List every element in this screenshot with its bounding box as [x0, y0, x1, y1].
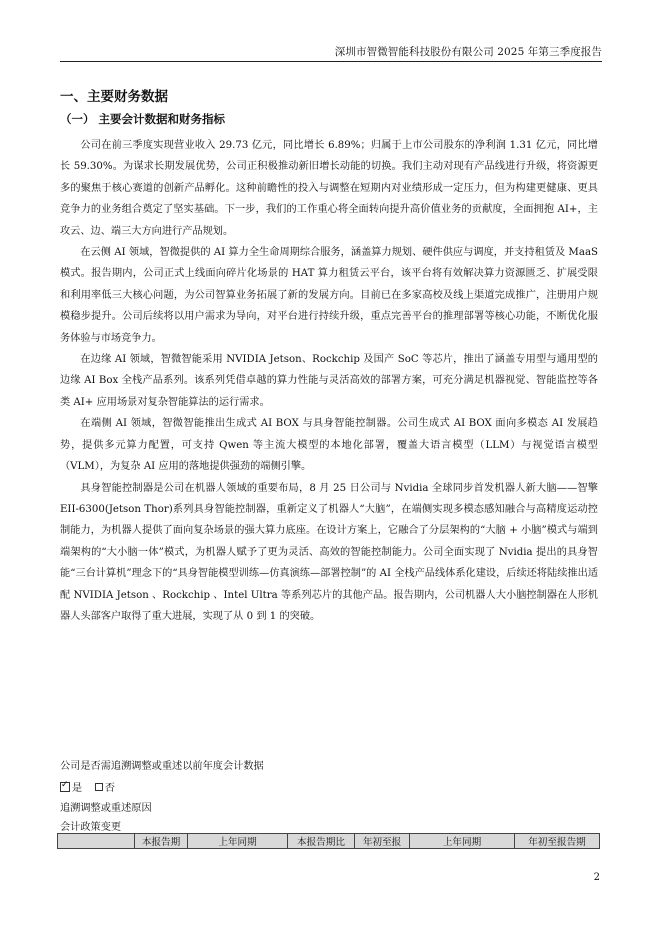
- table-header-cell: 上年同期: [188, 834, 288, 849]
- no-label: 否: [104, 783, 115, 794]
- restatement-options: [60, 779, 115, 794]
- table-header-cell: 上年同期: [410, 834, 515, 849]
- paragraph-cloud-ai: 在云侧 AI 领域，智微提供的 AI 算力全生命周期综合服务，涵盖算力规划、硬件供应与调度，并支持租赁及 MaaS 模式。报告期内，公司正式上线面向碎片化场景的 HAT 算力租赁云平台，该平台将有效解决算力资源匮乏、扩展受限和利用率低三大核心问题，为公司智算业务拓展了新的发展方向。目前已在多家高校及线上渠道完成推广，注册用户规模稳步提升。公司后续将以用户需求为导向，对平台进行持续升级，重点完善平台的推理部署等核心功能，不断优化服务体验与市场竞争力。: [60, 247, 598, 344]
- table-header-cell: 本报告期: [135, 834, 188, 849]
- financial-data-table: [57, 833, 600, 849]
- paragraph-summary: 公司在前三季度实现营业收入 29.73 亿元，同比增长 6.89%；归属于上市公司股东的净利润 1.31 亿元，同比增长 59.30%。为谋求长期发展优势，公司正积极推动新旧增长动能的切换。我们主动对现有产品线进行升级，将资源更多的聚焦于核心赛道的创新产品孵化。这种前瞻性的投入与调整在短期内对业绩形成一定压力，但为构建更健康、更具竞争力的业务组合奠定了坚实基础。下一步，我们的工作重心将全面转向提升高价值业务的贡献度，全面拥抱 AI+，主攻云、边、端三大方向进行产品规划。: [60, 140, 598, 237]
- table-header-cell: 本报告期比: [288, 834, 355, 849]
- section-title: 一、主要财务数据: [60, 89, 168, 105]
- table-header-cell: 年初至报告期: [515, 834, 600, 849]
- page-number: 2: [593, 872, 600, 883]
- no-checkbox-icon[interactable]: [95, 783, 103, 791]
- yes-checkbox-icon[interactable]: [60, 782, 70, 792]
- paragraph-embodied-ai: 具身智能控制器是公司在机器人领域的重要布局，8 月 25 日公司与 Nvidia 全球同步首发机器人新大脑——智擎 EII-6300(Jetson Thor)系列具身智能控制器，重新定义了机器人“大脑”，在端侧实现多模态感知融合与高精度运动控制能力，为机器人提供了面向复杂场景的强大算力底座。在设计方案上，它融合了分层架构的“大脑 + 小脑”模式与端到端架构的“大小脑一体”模式，为机器人赋予了更为灵活、高效的智能控制能力。公司全面实现了 Nvidia 提出的具身智能“三台计算机”理念下的“具身智能模型训练—仿真演练—部署控制”的 AI 全栈产品线体系化建设，后续还将陆续推出适配 NVIDIA Jetson 、Rockchip 、Intel Ultra 等系列芯片的其他产品。报告期内，公司机器人大小脑控制器在人形机器人头部客户取得了重大进展，实现了从 0 到 1 的突破。: [60, 482, 598, 622]
- report-header: 深圳市智微智能科技股份有限公司 2025 年第三季度报告: [334, 46, 602, 58]
- yes-label: 是: [72, 783, 83, 794]
- header-divider: [60, 61, 602, 62]
- section-subtitle: （一） 主要会计数据和财务指标: [60, 112, 226, 126]
- restatement-reason-label: 追溯调整或重述原因: [60, 803, 152, 814]
- paragraph-device-ai: 在端侧 AI 领域，智微智能推出生成式 AI BOX 与具身智能控制器。公司生成式 AI BOX 面向多模态 AI 发展趋势，提供多元算力配置，可支持 Qwen 等主流大模型的本地化部署，覆盖大语言模型（LLM）与视觉语言模型（VLM），为复杂 AI 应用的落地提供强劲的端侧引擎。: [60, 418, 598, 473]
- paragraph-edge-ai: 在边缘 AI 领域，智微智能采用 NVIDIA Jetson、Rockchip 及国产 SoC 等芯片，推出了涵盖专用型与通用型的边缘 AI Box 全栈产品系列。该系列凭借卓越的算力性能与灵活高效的部署方案，可充分满足机器视觉、智能监控等各类 AI+ 应用场景对复杂智能算法的运行需求。: [60, 354, 598, 408]
- restatement-question: 公司是否需追溯调整或重述以前年度会计数据: [60, 761, 264, 772]
- table-header-cell: [58, 834, 135, 849]
- accounting-policy-label: 会计政策变更: [60, 822, 122, 833]
- body-text: [60, 135, 598, 627]
- table-header-row: [58, 834, 600, 849]
- table-header-cell: 年初至报: [355, 834, 410, 849]
